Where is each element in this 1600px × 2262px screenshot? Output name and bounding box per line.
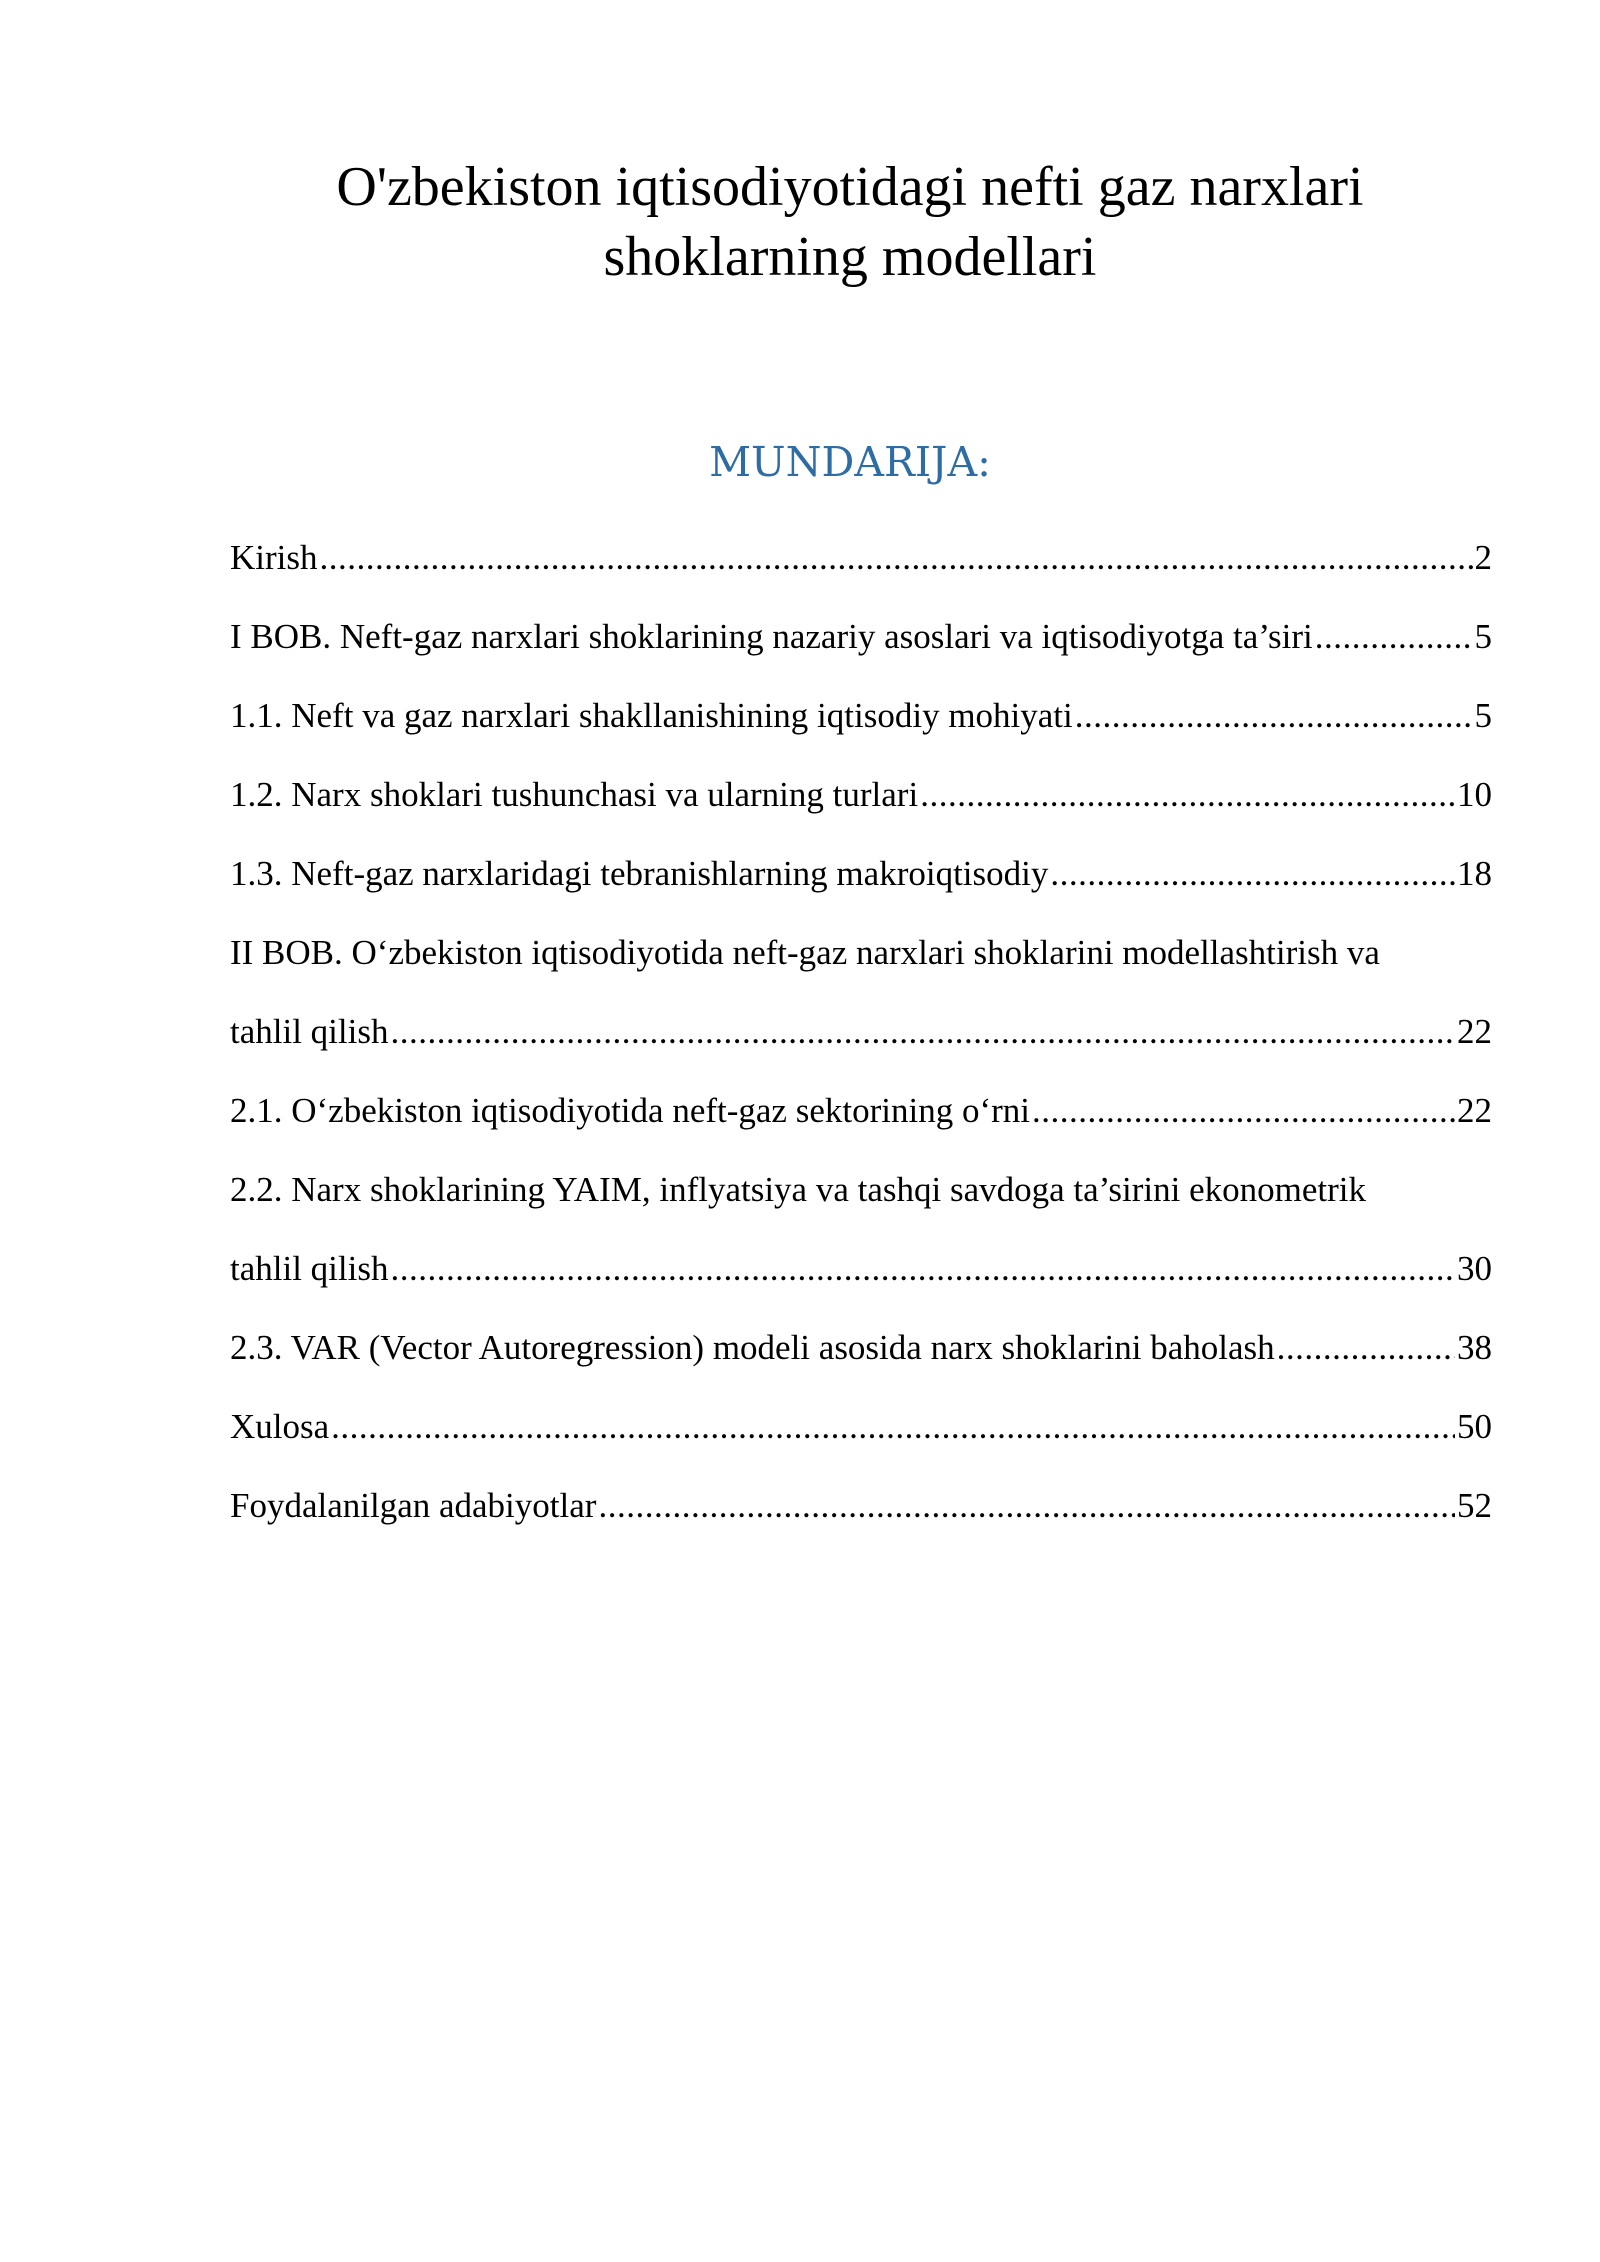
toc-entry-kirish[interactable]	[230, 518, 1492, 597]
toc-entry-section-2-2[interactable]	[230, 1150, 1492, 1308]
toc-dot-leader	[920, 755, 1455, 834]
toc-entry-label: 1.2. Narx shoklari tushunchasi va ularning turlari	[230, 775, 919, 814]
toc-dot-leader	[390, 1229, 1455, 1308]
toc-entry-label: 2.3. VAR (Vector Autoregression) modeli asosida narx shoklarini baholash	[230, 1328, 1275, 1367]
toc-entry-label-line-1: II BOB. O‘zbekiston iqtisodiyotida neft-gaz narxlari shoklarini modellashtirish va	[230, 933, 1380, 972]
toc-page-number: 52	[1457, 1486, 1492, 1525]
toc-entry-label-line-2: tahlil qilish	[230, 1249, 389, 1288]
toc-entry-references[interactable]	[230, 1466, 1492, 1545]
toc-page-number: 30	[1457, 1249, 1492, 1288]
toc-entry-label: 1.1. Neft va gaz narxlari shakllanishining iqtisodiy mohiyati	[230, 696, 1073, 735]
toc-entry-section-2-1[interactable]	[230, 1071, 1492, 1150]
toc-entry-label: Foydalanilgan adabiyotlar	[230, 1486, 597, 1525]
toc-heading: MUNDARIJA:	[709, 438, 991, 486]
document-title-line-2: shoklarning modellari	[603, 226, 1097, 288]
toc-dot-leader	[1277, 1308, 1455, 1387]
toc-page-number: 18	[1457, 854, 1492, 893]
toc-entry-xulosa[interactable]	[230, 1387, 1492, 1466]
toc-entry-label: I BOB. Neft-gaz narxlari shoklarining nazariy asoslari va iqtisodiyotga ta’siri	[230, 617, 1313, 656]
toc-entry-chapter-1[interactable]	[230, 597, 1492, 676]
toc-dot-leader	[390, 992, 1455, 1071]
toc-dot-leader	[598, 1466, 1455, 1545]
toc-page-number: 5	[1474, 617, 1492, 656]
toc-entry-chapter-2[interactable]	[230, 913, 1492, 1071]
toc-dot-leader	[1075, 676, 1473, 755]
document-title-line-1: O'zbekiston iqtisodiyotidagi nefti gaz narxlari	[336, 156, 1364, 218]
document-title	[230, 152, 1470, 292]
toc-dot-leader	[1050, 834, 1455, 913]
toc-dot-leader	[331, 1387, 1455, 1466]
toc-entry-section-1-1[interactable]	[230, 676, 1492, 755]
table-of-contents	[230, 518, 1492, 1545]
toc-page-number: 22	[1457, 1091, 1492, 1130]
toc-entry-label: 1.3. Neft-gaz narxlaridagi tebranishlarning makroiqtisodiy	[230, 854, 1049, 893]
toc-dot-leader	[320, 518, 1473, 597]
toc-dot-leader	[1315, 597, 1473, 676]
toc-dot-leader	[1032, 1071, 1455, 1150]
toc-entry-section-1-3[interactable]	[230, 834, 1492, 913]
toc-page-number: 22	[1457, 1012, 1492, 1051]
toc-entry-section-1-2[interactable]	[230, 755, 1492, 834]
toc-page-number: 2	[1474, 538, 1492, 577]
toc-page-number: 50	[1457, 1407, 1492, 1446]
toc-entry-label: Xulosa	[230, 1407, 330, 1446]
toc-entry-label: 2.1. O‘zbekiston iqtisodiyotida neft-gaz sektorining o‘rni	[230, 1091, 1030, 1130]
toc-page-number: 10	[1457, 775, 1492, 814]
toc-entry-label-line-1: 2.2. Narx shoklarining YAIM, inflyatsiya va tashqi savdoga ta’sirini ekonometrik	[230, 1170, 1366, 1209]
toc-page-number: 5	[1474, 696, 1492, 735]
toc-entry-section-2-3[interactable]	[230, 1308, 1492, 1387]
toc-entry-label-line-2: tahlil qilish	[230, 1012, 389, 1051]
toc-entry-label: Kirish	[230, 538, 318, 577]
toc-page-number: 38	[1457, 1328, 1492, 1367]
